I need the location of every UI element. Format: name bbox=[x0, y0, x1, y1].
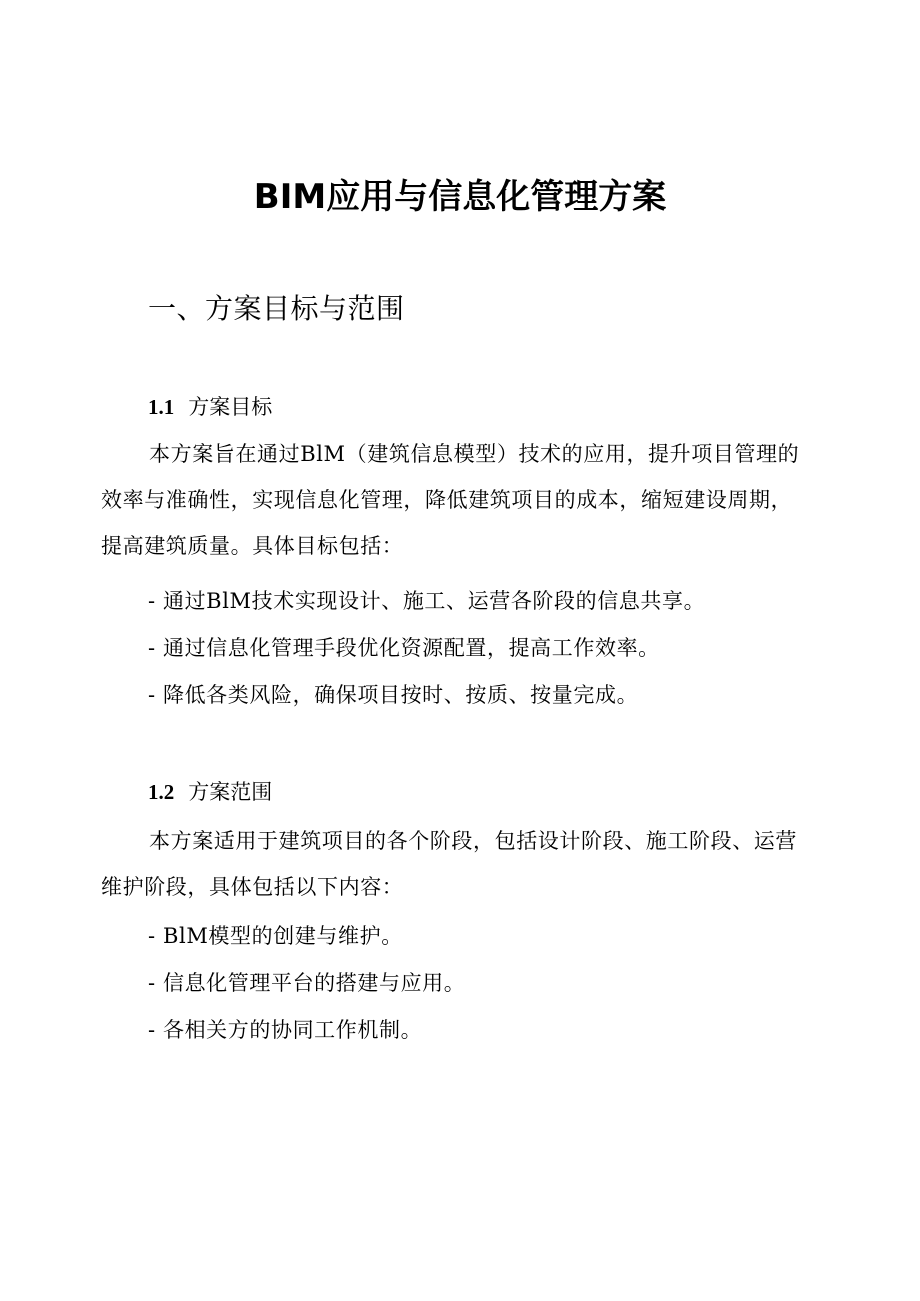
list-item: - 通过信息化管理手段优化资源配置，提高工作效率。 bbox=[148, 636, 660, 660]
section-heading: 一、方案目标与范围 bbox=[148, 292, 405, 325]
paragraph-scope: 本方案适用于建筑项目的各个阶段，包括设计阶段、施工阶段、运营维护阶段，具体包括以下内容： bbox=[101, 829, 797, 899]
subsection-heading-1-2 bbox=[148, 777, 272, 807]
subsection-number: 1.2 bbox=[148, 780, 175, 804]
list-item: - 信息化管理平台的搭建与应用。 bbox=[148, 971, 466, 995]
paragraph-goals: 本方案旨在通过BlM（建筑信息模型）技术的应用，提升项目管理的效率与准确性，实现信息化管理，降低建筑项目的成本，缩短建设周期，提高建筑质量。具体目标包括： bbox=[101, 442, 800, 558]
list-item: - 通过BlM技术实现设计、施工、运营各阶段的信息共享。 bbox=[148, 589, 706, 613]
subsection-title: 方案目标 bbox=[188, 395, 273, 419]
list-item: - 降低各类风险，确保项目按时、按质、按量完成。 bbox=[148, 683, 639, 707]
list-item: - BlM模型的创建与维护。 bbox=[148, 924, 403, 948]
document-title: BIM应用与信息化管理方案 bbox=[253, 177, 667, 217]
list-item: - 各相关方的协同工作机制。 bbox=[148, 1018, 423, 1042]
subsection-number: 1.1 bbox=[148, 395, 175, 419]
subsection-heading-1-1 bbox=[148, 392, 272, 422]
subsection-title: 方案范围 bbox=[188, 780, 273, 804]
